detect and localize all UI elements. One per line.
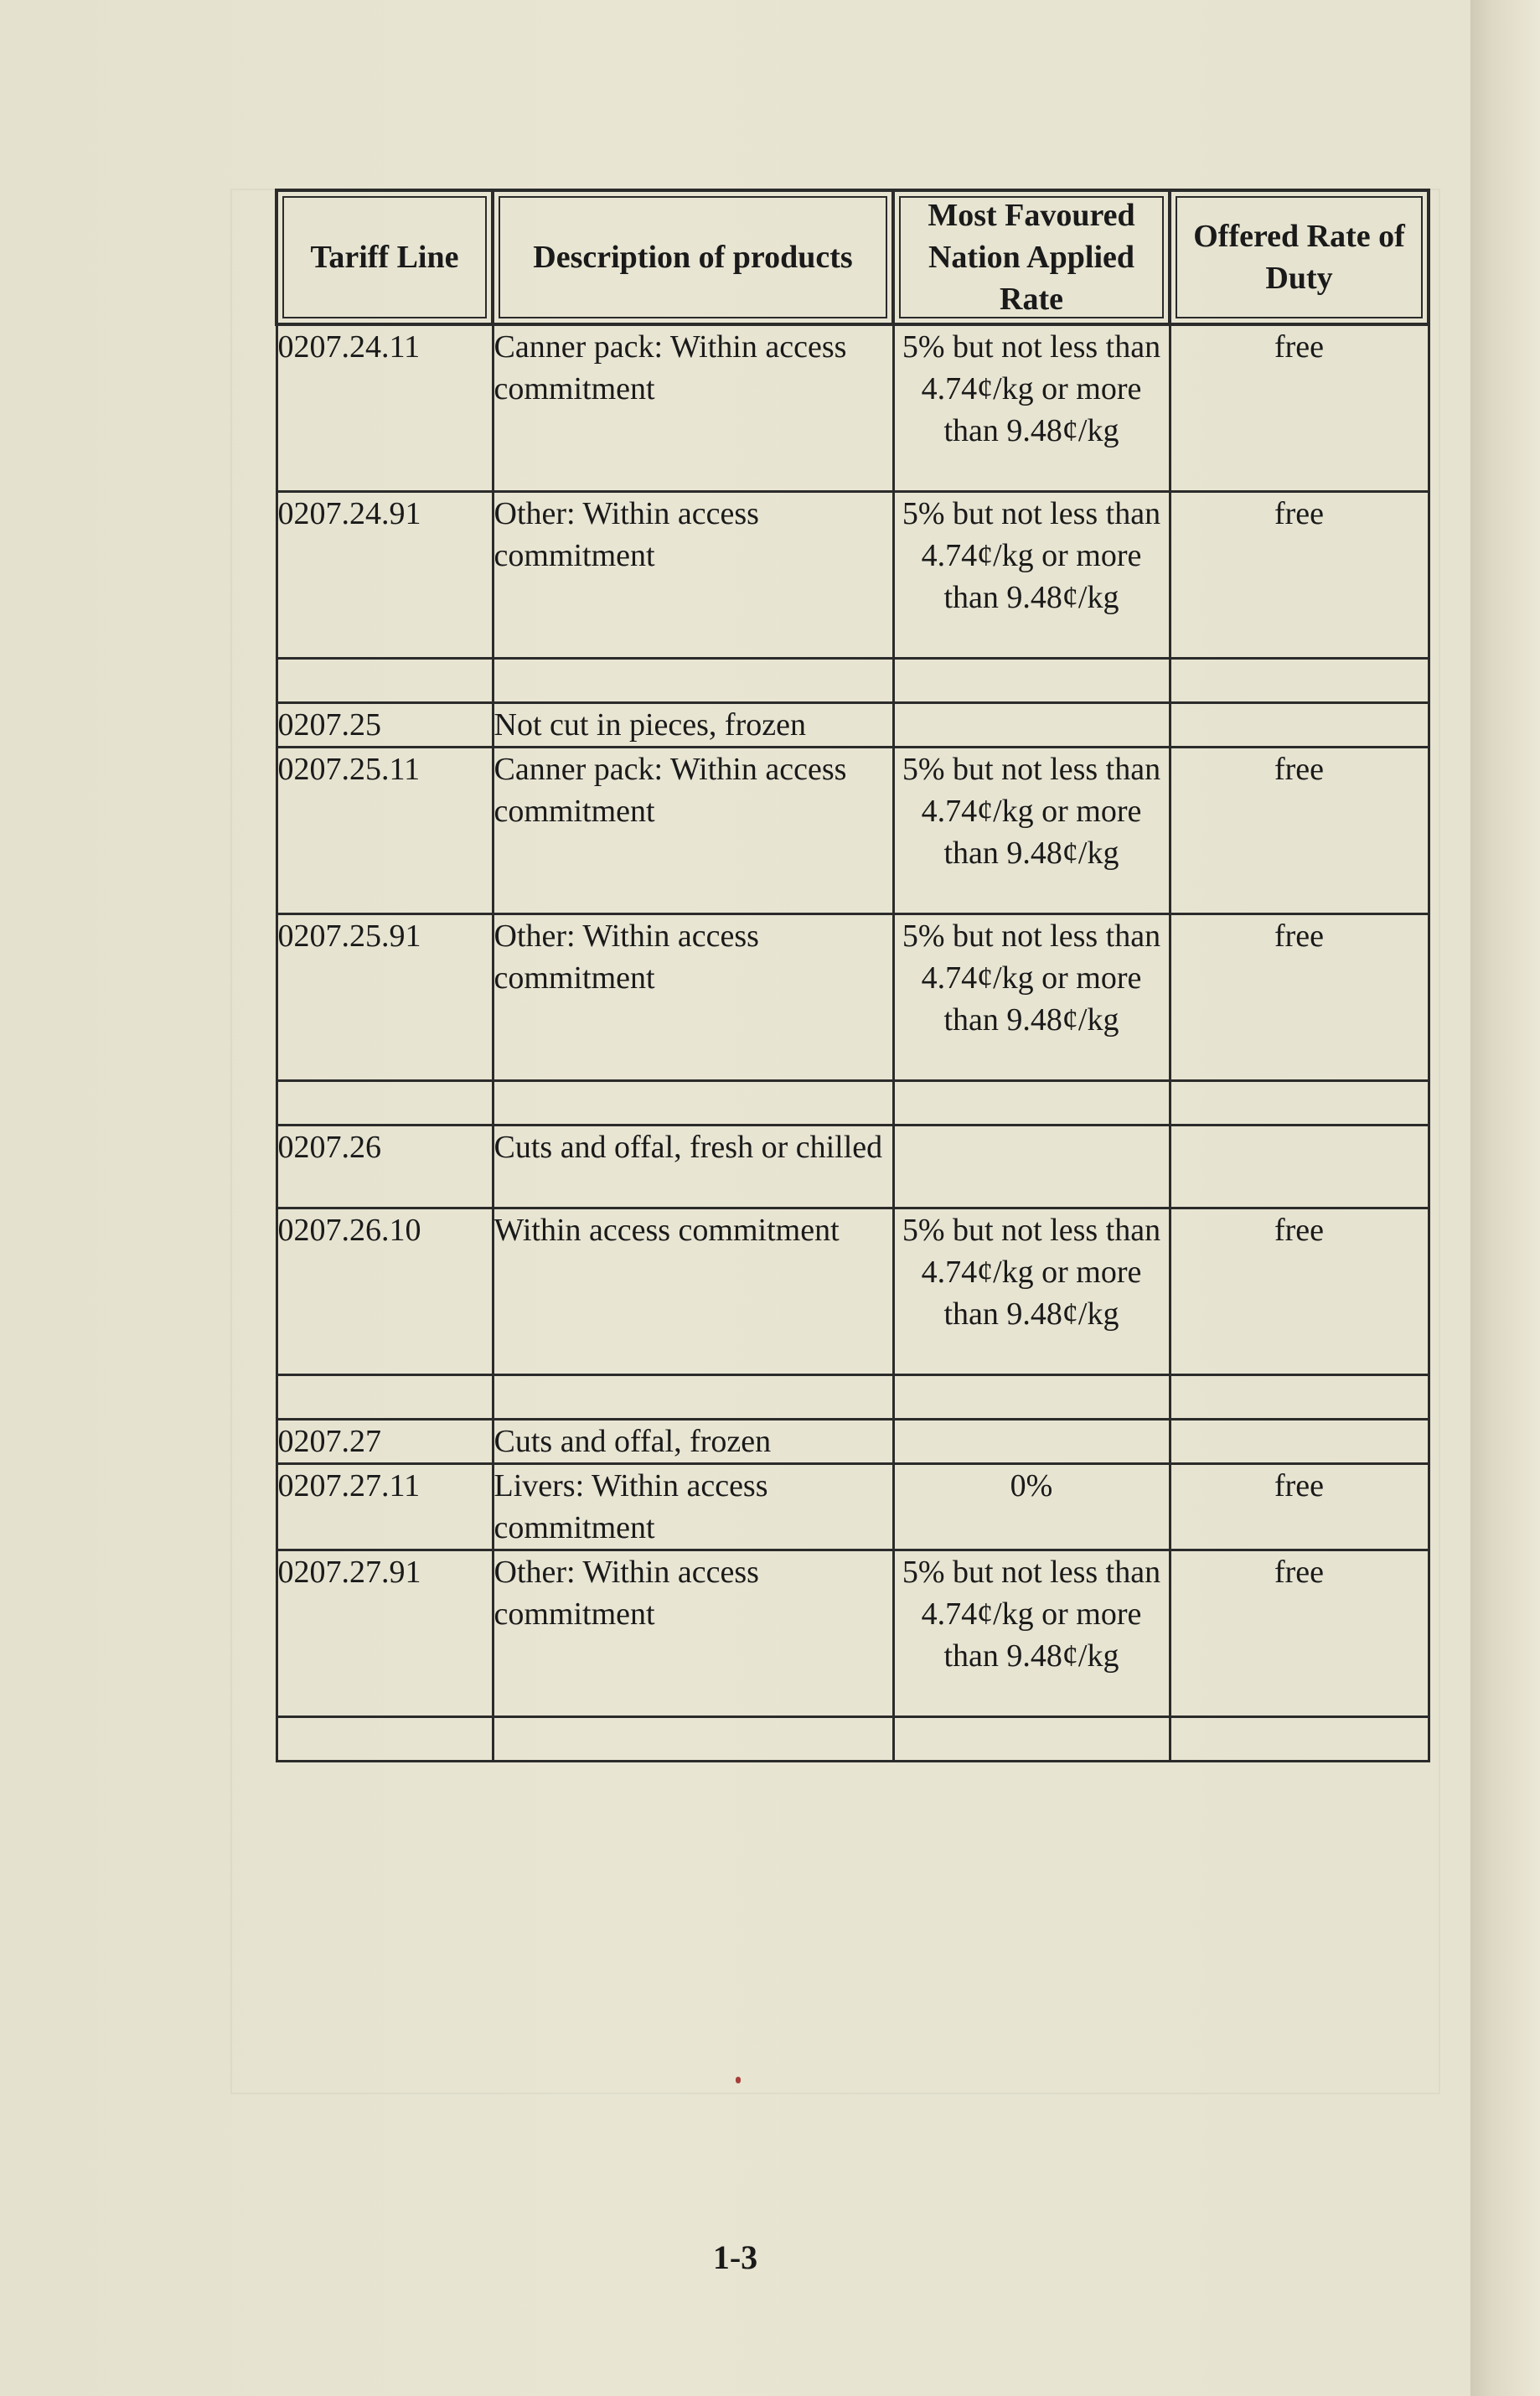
table-row [276,1420,1429,1464]
product-description: Not cut in pieces, frozen [493,703,893,748]
tariff-code: 0207.26.10 [276,1208,493,1375]
page-binding-edge [1470,0,1540,2396]
table-row [276,1464,1429,1550]
offered-rate: free [1170,1208,1429,1375]
offered-rate: free [1170,492,1429,659]
mfn-rate: 5% but not less than 4.74¢/kg or more than 9.48¢/kg [893,1550,1170,1717]
offered-rate: free [1170,914,1429,1081]
mfn-rate [893,659,1170,703]
mfn-rate [893,1375,1170,1420]
table-row-spacer [276,1717,1429,1762]
table-row [276,1126,1429,1208]
table-row [276,324,1429,492]
tariff-code: 0207.25.91 [276,914,493,1081]
product-description: Other: Within access commitment [493,1550,893,1717]
offered-rate [1170,1420,1429,1464]
offered-rate [1170,1375,1429,1420]
table-row [276,703,1429,748]
mfn-rate: 5% but not less than 4.74¢/kg or more than 9.48¢/kg [893,914,1170,1081]
product-description: Canner pack: Within access commitment [493,324,893,492]
product-description: Livers: Within access commitment [493,1464,893,1550]
tariff-code: 0207.27.11 [276,1464,493,1550]
page-number: 1-3 [712,2238,758,2276]
mfn-rate [893,1717,1170,1762]
product-description [493,1081,893,1126]
tariff-table [275,189,1430,1762]
tariff-code: 0207.24.11 [276,324,493,492]
mfn-rate [893,1081,1170,1126]
header-tariff-line: Tariff Line [276,190,493,324]
tariff-code [276,1375,493,1420]
mfn-rate [893,1126,1170,1208]
tariff-code: 0207.27.91 [276,1550,493,1717]
mfn-rate [893,703,1170,748]
offered-rate [1170,1717,1429,1762]
offered-rate: free [1170,1464,1429,1550]
header-description: Description of products [493,190,893,324]
table-row [276,1550,1429,1717]
table-row [276,1208,1429,1375]
table-header-row [276,190,1429,324]
table-row [276,492,1429,659]
mfn-rate: 0% [893,1464,1170,1550]
offered-rate: free [1170,1550,1429,1717]
mfn-rate: 5% but not less than 4.74¢/kg or more than 9.48¢/kg [893,324,1170,492]
offered-rate: free [1170,748,1429,914]
product-description: Other: Within access commitment [493,914,893,1081]
mfn-rate: 5% but not less than 4.74¢/kg or more than 9.48¢/kg [893,492,1170,659]
ink-mark [736,2077,741,2083]
header-offered-rate: Offered Rate of Duty [1170,190,1429,324]
offered-rate: free [1170,324,1429,492]
tariff-code [276,1717,493,1762]
tariff-code: 0207.25 [276,703,493,748]
tariff-code: 0207.24.91 [276,492,493,659]
mfn-rate: 5% but not less than 4.74¢/kg or more than 9.48¢/kg [893,748,1170,914]
product-description: Cuts and offal, frozen [493,1420,893,1464]
offered-rate [1170,1126,1429,1208]
product-description [493,1717,893,1762]
tariff-code [276,659,493,703]
table-row [276,914,1429,1081]
table-row [276,748,1429,914]
header-mfn-rate: Most Favoured Nation Applied Rate [893,190,1170,324]
mfn-rate: 5% but not less than 4.74¢/kg or more than 9.48¢/kg [893,1208,1170,1375]
offered-rate [1170,1081,1429,1126]
table-row-spacer [276,1081,1429,1126]
offered-rate [1170,703,1429,748]
table-row-spacer [276,659,1429,703]
product-description [493,1375,893,1420]
product-description: Canner pack: Within access commitment [493,748,893,914]
tariff-code: 0207.26 [276,1126,493,1208]
product-description [493,659,893,703]
offered-rate [1170,659,1429,703]
tariff-code: 0207.27 [276,1420,493,1464]
product-description: Within access commitment [493,1208,893,1375]
tariff-code [276,1081,493,1126]
mfn-rate [893,1420,1170,1464]
product-description: Cuts and offal, fresh or chilled [493,1126,893,1208]
table-row-spacer [276,1375,1429,1420]
product-description: Other: Within access commitment [493,492,893,659]
tariff-code: 0207.25.11 [276,748,493,914]
